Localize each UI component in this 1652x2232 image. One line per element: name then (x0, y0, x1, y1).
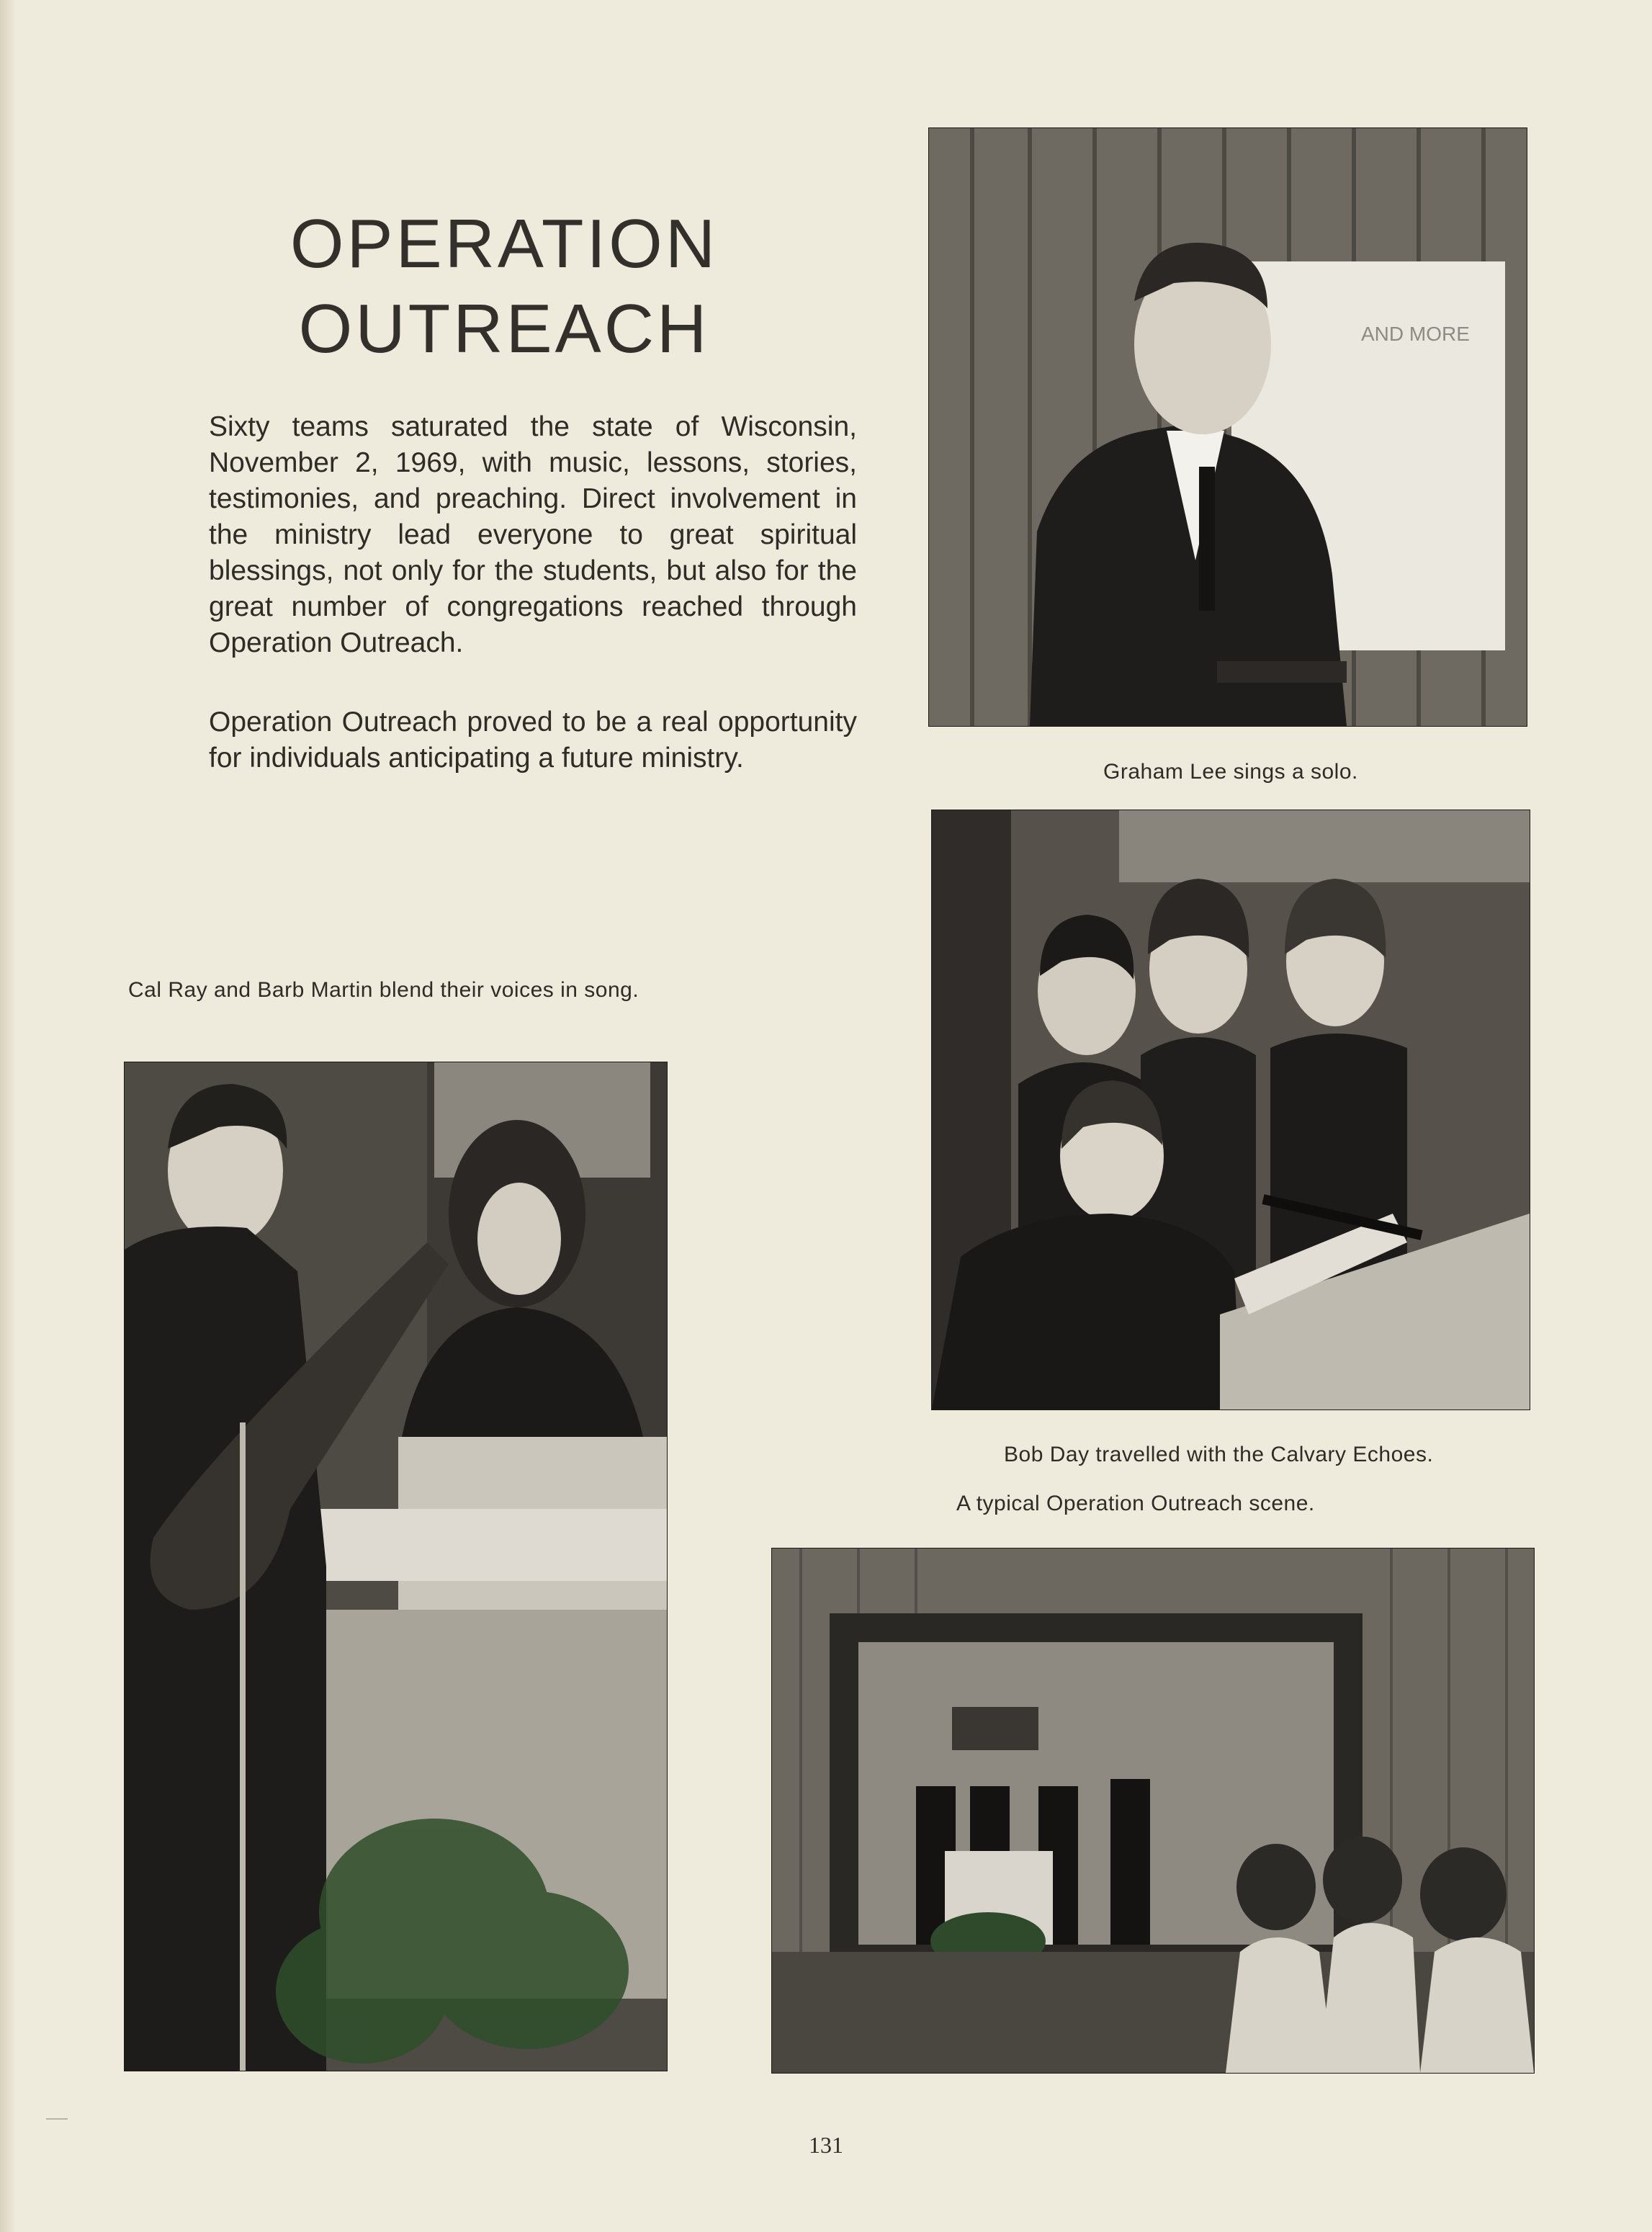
caption-bob-day: Bob Day travelled with the Calvary Echoes. (1004, 1443, 1434, 1466)
caption-graham-lee: Graham Lee sings a solo. (1103, 760, 1358, 784)
margin-tick (46, 2118, 68, 2120)
article-paragraph-1: Sixty teams saturated the state of Wisconsin, November 2, 1969, with music, lessons, stories, testimonies, and preaching. Direct involvement in the ministry lead everyone to great spiritual blessings, not only for the students, but also for the great number of congregations reached through Operation Outreach. (209, 411, 857, 658)
photo-bob-day (932, 810, 1530, 1409)
photo-typical-scene (772, 1548, 1534, 2073)
page-title (266, 202, 742, 372)
article-paragraph-2: Operation Outreach proved to be a real opportunity for individuals anticipating a future ministry. (209, 707, 857, 774)
title-line-1: OPERATION (289, 205, 719, 282)
page-number: 131 (809, 2132, 843, 2158)
page-edge-shadow (0, 0, 16, 2232)
sign-text: AND MORE (1361, 323, 1470, 345)
photo-cal-ray-barb-martin (125, 1062, 667, 2071)
photo-graham-lee (929, 128, 1527, 726)
caption-cal-barb: Cal Ray and Barb Martin blend their voices in song. (128, 978, 639, 1002)
title-line-2: OUTREACH (298, 290, 710, 367)
caption-typical-scene: A typical Operation Outreach scene. (956, 1492, 1315, 1515)
